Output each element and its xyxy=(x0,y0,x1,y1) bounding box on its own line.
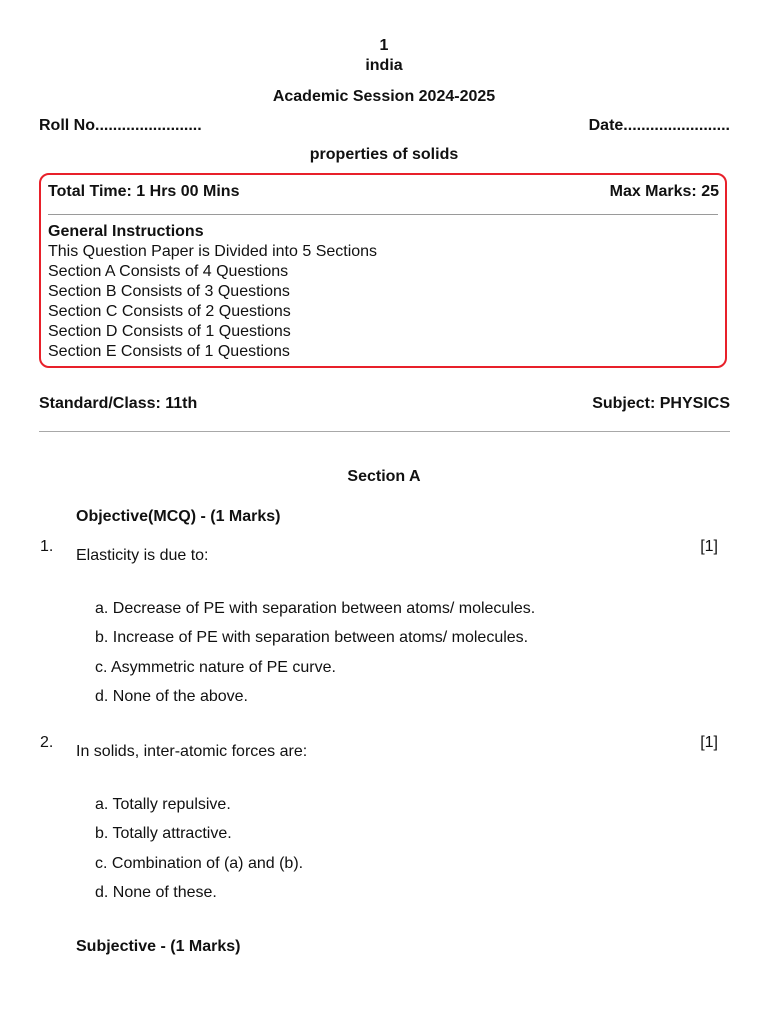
question-number: 1. xyxy=(40,538,54,555)
instruction-line: Section C Consists of 2 Questions xyxy=(48,303,291,320)
instruction-line: Section E Consists of 1 Questions xyxy=(48,343,290,360)
option-a: a. Decrease of PE with separation between atoms/ molecules. xyxy=(95,600,536,617)
instruction-line: Section D Consists of 1 Questions xyxy=(48,323,291,340)
option-b: b. Increase of PE with separation between atoms/ molecules. xyxy=(95,629,529,646)
subjective-heading: Subjective - (1 Marks) xyxy=(76,938,241,955)
objective-heading: Objective(MCQ) - (1 Marks) xyxy=(76,508,281,525)
option-d: d. None of the above. xyxy=(95,688,248,705)
subject: Subject: PHYSICS xyxy=(592,395,730,412)
instructions-box xyxy=(39,173,727,368)
roll-no-field: Roll No........................ xyxy=(39,117,202,134)
question-marks: [1] xyxy=(700,734,718,751)
country-label: india xyxy=(365,57,403,74)
total-time: Total Time: 1 Hrs 00 Mins xyxy=(48,183,240,200)
general-instructions xyxy=(48,222,377,362)
header-divider xyxy=(39,431,730,432)
instruction-line: Section B Consists of 3 Questions xyxy=(48,283,290,300)
paper-topic: properties of solids xyxy=(309,146,459,163)
instruction-line: This Question Paper is Divided into 5 Sections xyxy=(48,243,378,260)
option-c: c. Combination of (a) and (b). xyxy=(95,855,304,872)
option-b: b. Totally attractive. xyxy=(95,825,232,842)
question-marks: [1] xyxy=(700,538,718,555)
option-a: a. Totally repulsive. xyxy=(95,796,231,813)
max-marks: Max Marks: 25 xyxy=(609,183,719,200)
date-field: Date........................ xyxy=(588,117,730,134)
academic-session: Academic Session 2024-2025 xyxy=(272,88,496,105)
question-text: Elasticity is due to: xyxy=(76,547,209,564)
option-d: d. None of these. xyxy=(95,884,217,901)
question-number: 2. xyxy=(40,734,54,751)
standard-class: Standard/Class: 11th xyxy=(39,395,198,412)
instruction-line: Section A Consists of 4 Questions xyxy=(48,263,289,280)
section-title: Section A xyxy=(347,468,421,485)
instructions-title: General Instructions xyxy=(48,223,204,240)
box-divider xyxy=(48,214,718,215)
option-c: c. Asymmetric nature of PE curve. xyxy=(95,659,336,676)
page-number: 1 xyxy=(379,37,389,54)
question-text: In solids, inter-atomic forces are: xyxy=(76,743,308,760)
